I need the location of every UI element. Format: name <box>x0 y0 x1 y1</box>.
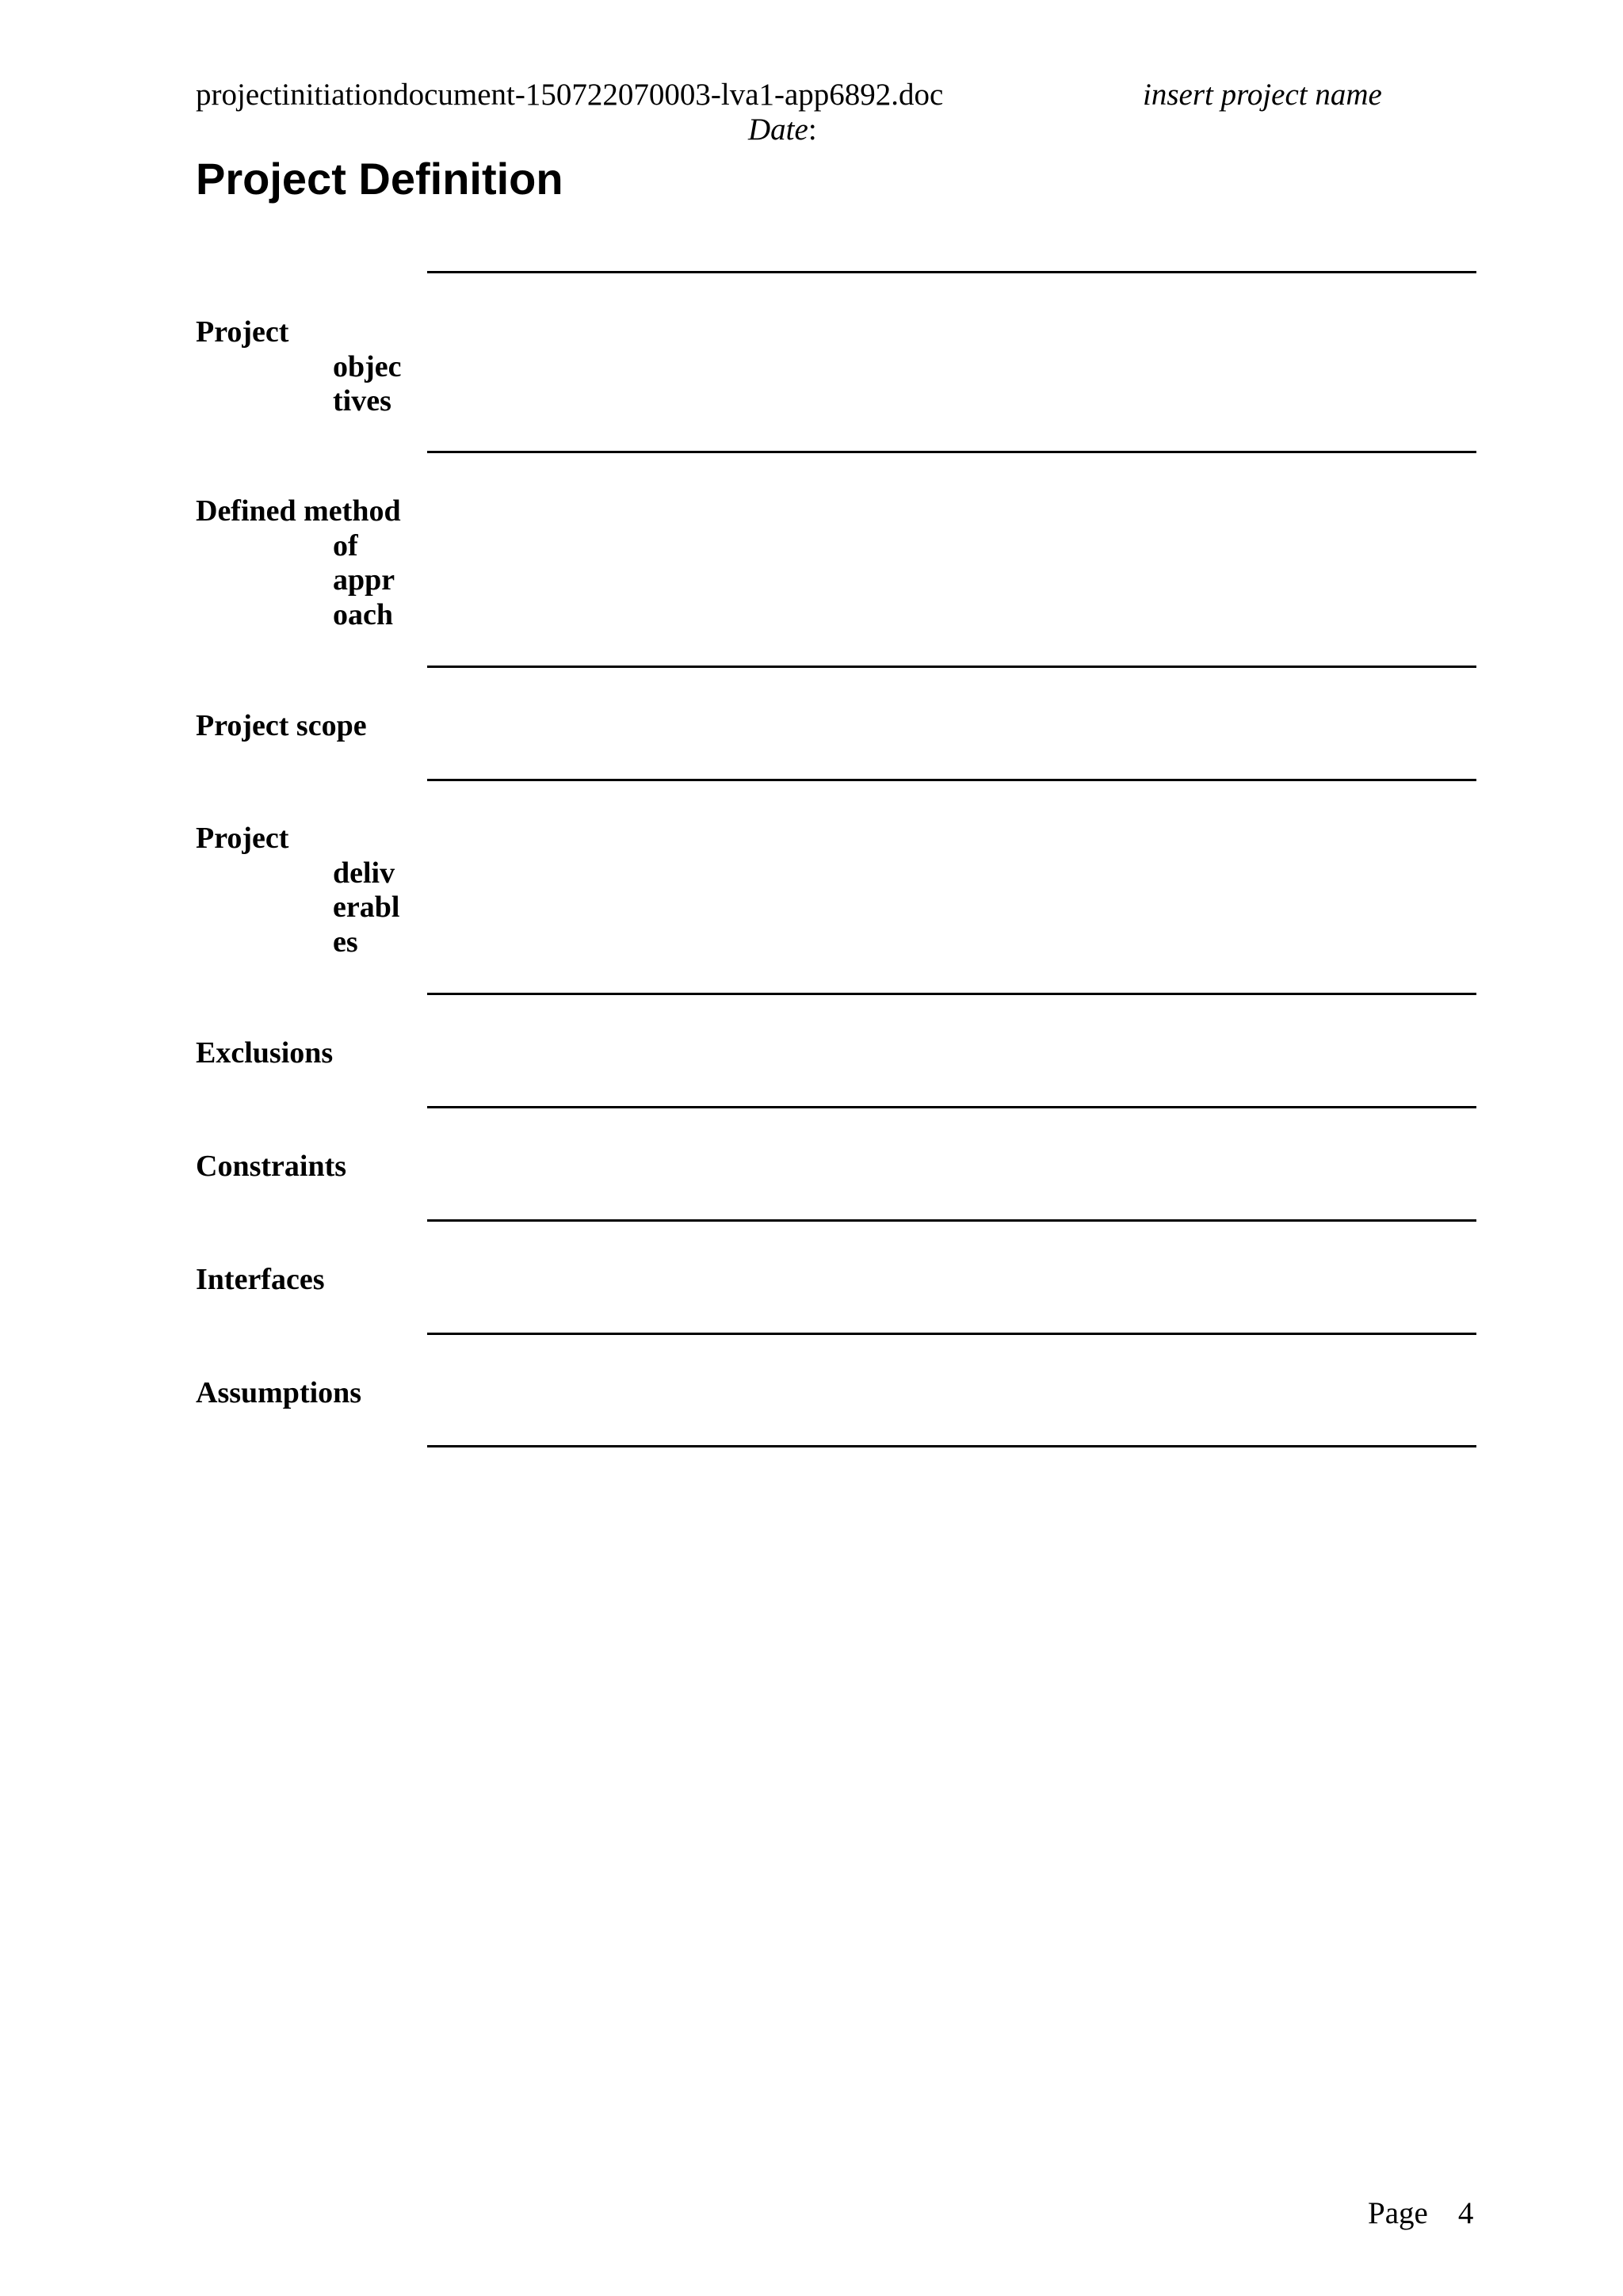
label-line: erabl <box>333 891 400 924</box>
form-rule <box>427 1445 1476 1447</box>
document-filename: projectinitiationdocument-150722070003-lva1-app6892.doc <box>196 78 944 112</box>
label-line: es <box>333 925 358 959</box>
label-line: tives <box>333 384 391 418</box>
label-line: Assumptions <box>196 1376 362 1409</box>
label-line: Project <box>196 822 289 855</box>
label-interfaces <box>196 1263 402 1298</box>
label-line: of <box>333 528 358 563</box>
form-rule <box>427 779 1476 781</box>
form-rule <box>427 666 1476 668</box>
label-line: Constraints <box>196 1150 347 1183</box>
page-label: Page <box>1368 2196 1428 2230</box>
label-line: Exclusions <box>196 1036 334 1070</box>
label-line: deliv <box>333 856 395 890</box>
label-project-scope <box>196 709 402 744</box>
label-line: oach <box>333 597 393 631</box>
form-rule <box>427 1219 1476 1222</box>
label-project-deliverables <box>196 822 402 959</box>
label-line: Project scope <box>196 709 367 742</box>
label-defined-method-of-approach <box>196 494 402 632</box>
label-project-objectives <box>196 315 402 419</box>
label-constraints <box>196 1150 402 1184</box>
label-line: Interfaces <box>196 1263 325 1296</box>
project-name-placeholder: insert project name <box>1143 78 1382 112</box>
page-number-value: 4 <box>1457 2196 1474 2230</box>
label-assumptions <box>196 1376 402 1411</box>
form-rule <box>427 271 1476 273</box>
form-rule <box>427 1333 1476 1335</box>
label-line: Defined method <box>196 494 401 528</box>
form-rule <box>427 993 1476 995</box>
page-number <box>1368 2195 1473 2233</box>
date-field <box>748 111 817 149</box>
label-line: objec <box>333 349 402 383</box>
label-line: appr <box>333 563 395 597</box>
label-exclusions <box>196 1036 402 1071</box>
form-rule <box>427 1106 1476 1108</box>
page-title: Project Definition <box>196 154 563 204</box>
date-label: Date <box>748 113 808 147</box>
date-colon: : <box>808 113 817 147</box>
form-rule <box>427 451 1476 453</box>
label-line: Project <box>196 315 289 349</box>
